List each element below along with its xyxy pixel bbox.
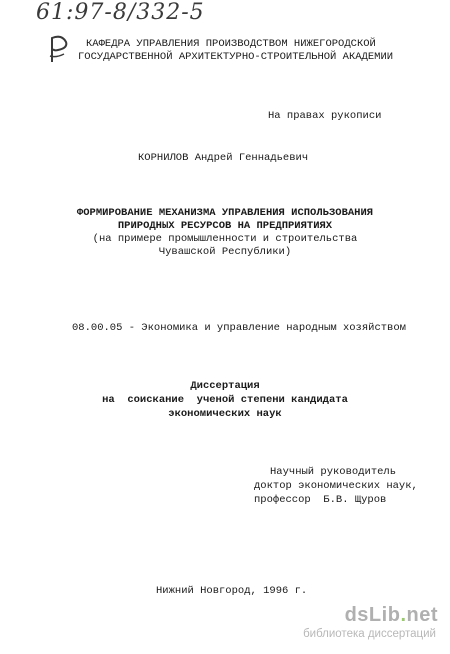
handwritten-mark-icon [48,34,70,64]
title-line-1: ФОРМИРОВАНИЕ МЕХАНИЗМА УПРАВЛЕНИЯ ИСПОЛЬЗОВАНИЯ [76,207,374,219]
dslib-subtitle: библиотека диссертаций [303,628,436,640]
title-line-3: (на примере промышленности и строительства [92,233,358,245]
specialty-code: 08.00.05 - Экономика и управление народным хозяйством [72,322,406,334]
title-line-2: ПРИРОДНЫХ РЕСУРСОВ НА ПРЕДПРИЯТИЯХ [117,220,333,232]
supervisor-degree: доктор экономических наук, [254,480,418,492]
logo-brand-left: dsLib [344,604,401,626]
institution-line-1: КАФЕДРА УПРАВЛЕНИЯ ПРОИЗВОДСТВОМ НИЖЕГОРОДСКОЙ [86,38,376,50]
title-line-4: Чувашской Республики) [158,246,292,258]
manuscript-note: На правах рукописи [268,110,382,122]
supervisor-name: профессор Б.В. Щуров [254,494,387,506]
place-and-year: Нижний Новгород, 1996 г. [156,585,308,597]
supervisor-label: Научный руководитель [270,466,397,478]
dslib-logo [345,604,438,627]
logo-brand-dot: . [400,604,407,626]
field-line: экономических наук [168,408,282,420]
logo-brand-right: net [406,604,438,626]
author-name: КОРНИЛОВ Андрей Геннадьевич [138,152,309,164]
degree-line: на соискание ученой степени кандидата [102,394,348,406]
archive-number: 61:97-8/332-5 [36,0,205,25]
institution-line-2: ГОСУДАРСТВЕННОЙ АРХИТЕКТУРНО-СТРОИТЕЛЬНОЙ АКАДЕМИИ [78,51,394,63]
dissertation-label: Диссертация [190,380,260,392]
